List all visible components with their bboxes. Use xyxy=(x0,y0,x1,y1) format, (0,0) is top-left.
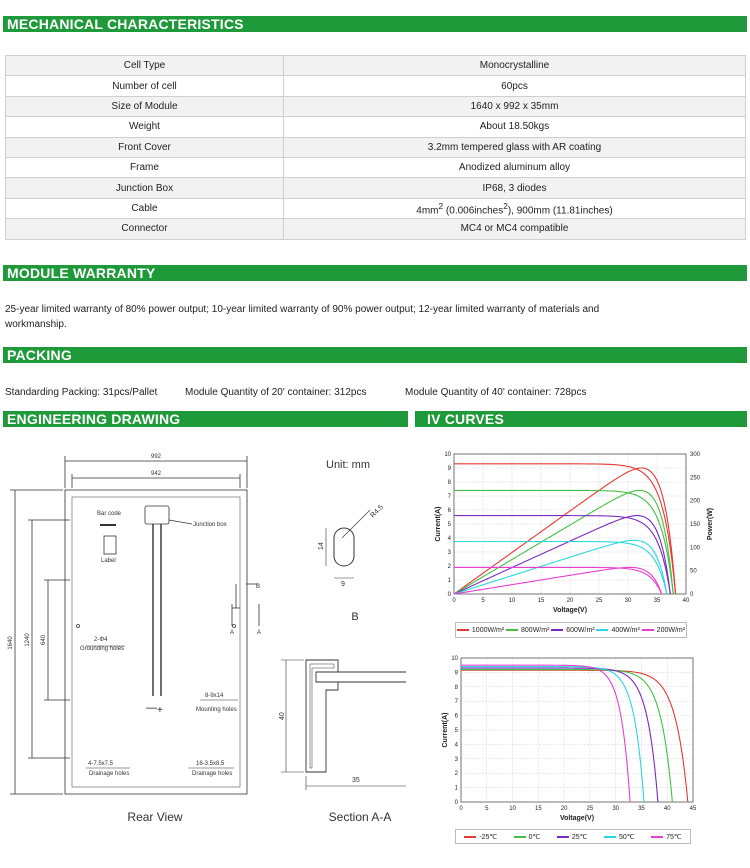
x-tick-label: 0 xyxy=(452,598,456,604)
d40-label: 40 xyxy=(279,712,286,720)
slot-detail xyxy=(334,528,354,566)
y-tick-label: 7 xyxy=(454,699,458,706)
spec-value: 60pcs xyxy=(284,76,746,96)
y-tick-label: 8 xyxy=(447,480,451,486)
legend-swatch xyxy=(551,629,563,631)
legend-label: 25℃ xyxy=(571,833,588,841)
legend-item xyxy=(514,833,541,841)
y-tick-label: 4 xyxy=(447,536,451,542)
drainage1-label: Drainage holes xyxy=(89,771,130,777)
spec-key: Cable xyxy=(6,198,284,218)
barcode-label: Bar code xyxy=(97,511,122,517)
minus-sign: — xyxy=(146,702,157,714)
x-tick-label: 5 xyxy=(485,806,489,812)
x-tick-label: 10 xyxy=(508,598,516,604)
legend-swatch xyxy=(557,836,569,838)
spec-key: Junction Box xyxy=(6,178,284,198)
dim-640: 640 xyxy=(41,634,47,646)
legend-swatch xyxy=(651,836,663,838)
y-axis-label: Current(A) xyxy=(435,506,442,542)
d9-label: 9 xyxy=(341,581,345,588)
dim-992: 992 xyxy=(150,454,162,460)
legend-item xyxy=(506,627,549,634)
legend-label: 200W/m² xyxy=(656,626,686,634)
spec-value: MC4 or MC4 compatible xyxy=(284,219,746,239)
legend-item xyxy=(651,833,682,841)
y2-tick-label: 100 xyxy=(690,545,701,552)
legend-label: 800W/m² xyxy=(521,626,550,634)
x-tick-label: 45 xyxy=(689,806,697,812)
iv-chart-temperature xyxy=(425,650,725,830)
y-tick-label: 8 xyxy=(454,684,458,691)
spec-key: Cell Type xyxy=(6,56,284,76)
spec-row xyxy=(6,96,746,116)
b-caption: B xyxy=(351,611,359,623)
x-tick-label: 35 xyxy=(638,806,645,812)
y-tick-label: 10 xyxy=(451,656,458,662)
x-tick-label: 25 xyxy=(586,806,594,812)
spec-key: Connector xyxy=(6,219,284,239)
y-tick-label: 2 xyxy=(447,564,451,570)
spec-value: 1640 x 992 x 35mm xyxy=(284,96,746,116)
legend-item xyxy=(557,833,588,841)
y-tick-label: 2 xyxy=(454,771,458,778)
y-tick-label: 9 xyxy=(447,466,451,472)
dim-1240: 1240 xyxy=(25,633,31,647)
legend-label: 50℃ xyxy=(618,833,635,841)
y-tick-label: 9 xyxy=(454,670,458,677)
x-tick-label: 25 xyxy=(595,598,603,604)
legend-swatch xyxy=(464,836,476,838)
chart1-legend xyxy=(455,622,687,638)
spec-key: Number of cell xyxy=(6,76,284,96)
y-tick-label: 5 xyxy=(447,522,451,528)
spec-key: Size of Module xyxy=(6,96,284,116)
y-tick-label: 1 xyxy=(447,578,451,584)
legend-item xyxy=(464,833,497,841)
power-series-line xyxy=(454,468,676,594)
spec-row xyxy=(6,137,746,157)
x-tick-label: 20 xyxy=(566,598,574,604)
y2-tick-label: 0 xyxy=(690,592,694,598)
x-tick-label: 40 xyxy=(682,598,690,604)
y-tick-label: 0 xyxy=(447,592,451,598)
legend-item xyxy=(457,627,504,634)
grounding-qty: 2-Φ4 xyxy=(94,637,108,643)
d35-label: 35 xyxy=(352,777,360,784)
spec-row xyxy=(6,76,746,96)
drainage2-label: Drainage holes xyxy=(192,771,233,777)
section-profile xyxy=(306,660,338,772)
x-tick-label: 35 xyxy=(653,598,661,604)
legend-item xyxy=(604,833,635,841)
iv-series-line xyxy=(454,516,670,594)
spec-row xyxy=(6,198,746,218)
y-tick-label: 4 xyxy=(454,742,458,749)
legend-label: 0℃ xyxy=(528,833,541,841)
mounting-label: Mounting holes xyxy=(196,707,237,713)
drawing-header: ENGINEERING DRAWING xyxy=(3,411,408,427)
spec-value: IP68, 3 diodes xyxy=(284,178,746,198)
packing-40ft: Module Quantity of 40' container: 728pcs xyxy=(405,387,587,398)
y2-tick-label: 250 xyxy=(690,475,701,482)
spec-row xyxy=(6,117,746,137)
y-tick-label: 0 xyxy=(454,800,458,806)
spec-row xyxy=(6,157,746,177)
plot-frame xyxy=(461,658,693,802)
legend-label: 1000W/m² xyxy=(471,626,505,634)
spec-value: Anodized aluminum alloy xyxy=(284,157,746,177)
mechanical-header: MECHANICAL CHARACTERISTICS xyxy=(3,16,747,32)
y-tick-label: 10 xyxy=(444,452,451,458)
x-tick-label: 30 xyxy=(624,598,632,604)
iv-chart-irradiance xyxy=(425,440,725,630)
a-marker-right: A xyxy=(257,630,262,636)
iv-series-line xyxy=(461,670,672,802)
dim-942: 942 xyxy=(150,471,162,477)
packing-header: PACKING xyxy=(3,347,747,363)
legend-label: 75℃ xyxy=(666,833,682,841)
legend-swatch xyxy=(514,836,526,838)
legend-swatch xyxy=(642,629,654,631)
y2-tick-label: 200 xyxy=(690,498,701,505)
x-tick-label: 15 xyxy=(537,598,545,604)
spec-key: Front Cover xyxy=(6,137,284,157)
a-marker-left: A xyxy=(230,630,235,636)
unit-label: Unit: mm xyxy=(326,459,370,471)
x-axis-label: Voltage(V) xyxy=(552,607,588,614)
drainage1-qty: 4-7.5x7.5 xyxy=(88,761,114,767)
x-tick-label: 40 xyxy=(663,806,671,812)
spec-row xyxy=(6,56,746,76)
legend-swatch xyxy=(604,836,616,838)
x-tick-label: 15 xyxy=(534,806,542,812)
packing-standard: Standarding Packing: 31pcs/Pallet xyxy=(5,387,158,398)
y2-tick-label: 50 xyxy=(690,568,697,575)
warranty-header: MODULE WARRANTY xyxy=(3,265,747,281)
spec-value: About 18.50kgs xyxy=(284,117,746,137)
legend-item xyxy=(596,627,639,634)
y-tick-label: 3 xyxy=(454,756,458,763)
packing-20ft: Module Quantity of 20' container: 312pcs xyxy=(185,387,367,398)
y-tick-label: 5 xyxy=(454,728,458,734)
y-tick-label: 7 xyxy=(447,494,451,500)
x-tick-label: 5 xyxy=(481,598,485,604)
engineering-drawing xyxy=(0,428,420,868)
dim-1640: 1640 xyxy=(8,636,14,650)
legend-label: -25℃ xyxy=(479,833,498,841)
y-axis-label: Current(A) xyxy=(442,712,449,748)
legend-item xyxy=(642,627,685,634)
x-tick-label: 10 xyxy=(509,806,516,812)
junction-label: Junction box xyxy=(193,522,227,528)
chart2-legend xyxy=(455,829,691,844)
grounding-label: Grounding holes xyxy=(80,646,125,652)
drainage2-qty: 16-3.5x8.5 xyxy=(196,761,225,767)
spec-value: 3.2mm tempered glass with AR coating xyxy=(284,137,746,157)
junction-box xyxy=(145,506,169,524)
spec-row xyxy=(6,178,746,198)
y2-tick-label: 150 xyxy=(690,522,701,528)
warranty-text: 25-year limited warranty of 80% power output; 10-year limited warranty of 90% power output; 12-year limited warranty of materials and workmanship. xyxy=(5,304,600,330)
legend-label: 600W/m² xyxy=(566,626,595,634)
spec-row xyxy=(6,219,746,239)
x-tick-label: 0 xyxy=(459,806,463,812)
spec-key: Frame xyxy=(6,157,284,177)
spec-value: $4mm^2$ (0.006inches$^2$), 900mm (11.81inches) xyxy=(284,198,746,218)
spec-key: Weight xyxy=(6,117,284,137)
d14-label: 14 xyxy=(318,542,325,550)
mechanical-table xyxy=(5,55,746,240)
module-frame xyxy=(65,490,247,794)
mounting-qty: 8-9x14 xyxy=(205,693,224,699)
legend-swatch xyxy=(506,629,518,631)
x-axis-label: Voltage(V) xyxy=(559,815,595,822)
section-caption: Section A-A xyxy=(328,810,392,824)
legend-label: 400W/m² xyxy=(611,626,640,634)
rear-view-caption: Rear View xyxy=(127,810,183,824)
power-series-line xyxy=(454,516,670,594)
legend-swatch xyxy=(596,629,608,631)
iv-series-line xyxy=(461,665,630,802)
label-box xyxy=(104,536,116,554)
legend-item xyxy=(551,627,594,634)
iv-header: IV CURVES xyxy=(415,411,747,427)
r45-label: R4.5 xyxy=(369,504,385,520)
b-marker: B xyxy=(256,584,261,590)
label-text: Label xyxy=(101,558,116,564)
y-tick-label: 3 xyxy=(447,550,451,556)
iv-series-line xyxy=(461,670,688,802)
y2-tick-label: 300 xyxy=(690,452,701,458)
plus-sign: + xyxy=(157,705,163,716)
y-tick-label: 1 xyxy=(454,785,458,792)
x-tick-label: 30 xyxy=(612,806,620,812)
y-tick-label: 6 xyxy=(454,713,458,720)
x-tick-label: 20 xyxy=(560,806,568,812)
legend-swatch xyxy=(457,629,469,631)
y-tick-label: 6 xyxy=(447,508,451,514)
spec-value: Monocrystalline xyxy=(284,56,746,76)
y2-axis-label: Power(W) xyxy=(707,507,714,541)
